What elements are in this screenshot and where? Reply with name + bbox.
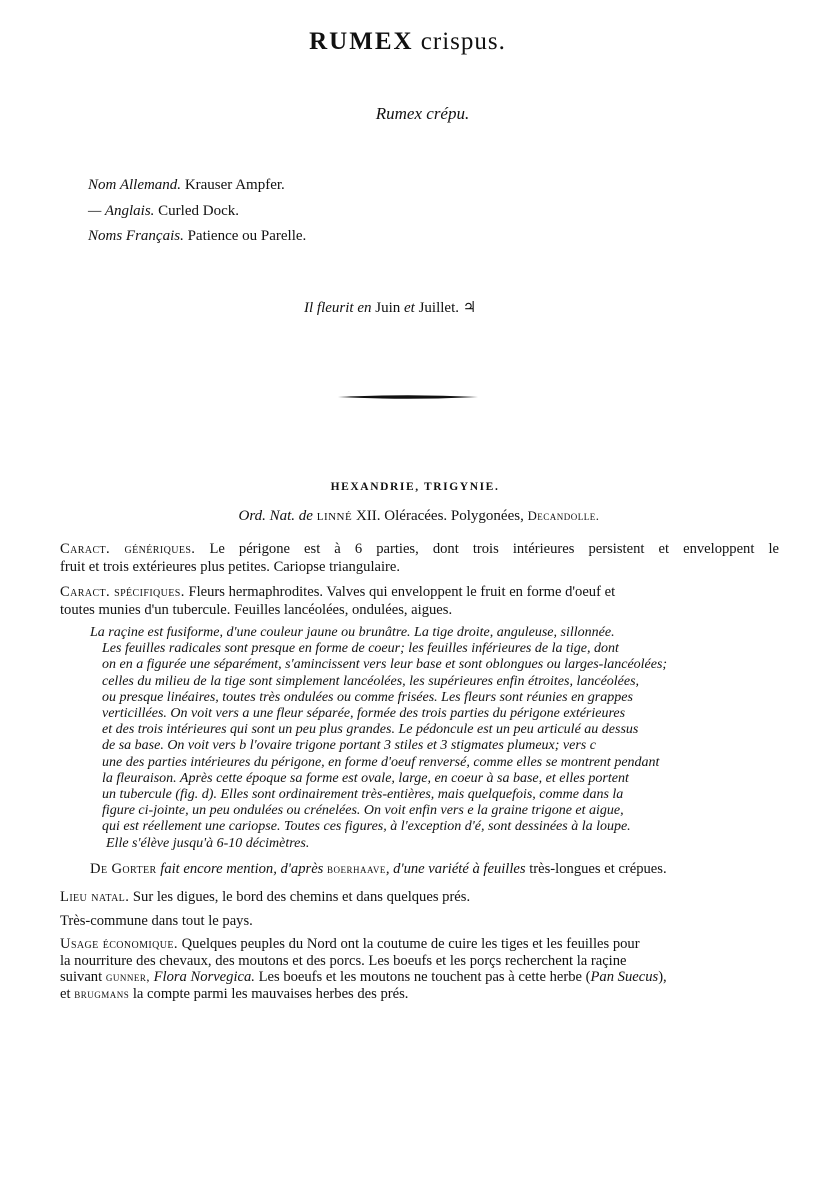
caract-specifiques-label: Caract. spécifiques. (60, 584, 185, 600)
common-name-english (88, 203, 239, 220)
description-paragraph (90, 625, 780, 852)
usage-label: Usage économique. (60, 936, 178, 952)
author-boerhaave: boerhaave (327, 862, 386, 876)
author-brugmans: brugmans (74, 986, 130, 1001)
common-name-french (88, 228, 306, 245)
common-name-value: Patience ou Parelle. (187, 228, 307, 244)
description-line: qui est réellement une cariopse. Toutes ces figures, à l'exception d'é, sont dessinées à la loupe. (102, 819, 631, 835)
ord-nat-prefix: Ord. Nat. de (238, 508, 313, 524)
caract-specifiques (60, 583, 779, 619)
de-gorter-label: De Gorter (90, 861, 157, 877)
caract-specifiques-line: Fleurs hermaphrodites. Valves qui enveloppent le fruit en forme d'oeuf et (188, 584, 616, 600)
author-gunner: gunner, (105, 970, 150, 984)
common-name-value: Curled Dock. (158, 203, 239, 219)
work-flora-norvegica: Flora Norvegica. (153, 969, 255, 985)
de-gorter-text: fait encore mention, d'après (160, 861, 324, 877)
description-line: de sa base. On voit vers b l'ovaire trigone portant 3 stiles et 3 stigmates plumeux; vers c (102, 738, 596, 754)
description-line: figure ci-jointe, un peu ondulées ou crénelées. On voit enfin vers e la graine trigone et aigue, (102, 803, 624, 819)
author-decandolle: Decandolle. (527, 509, 600, 523)
lieu-natal-text: Sur les digues, le bord des chemins et dans quelques prés. (132, 889, 471, 905)
caract-generiques-line: Le périgone est à 6 parties, dont trois intérieures persistent et enveloppent le (209, 541, 780, 557)
flowering-month-2: Juillet. (418, 300, 460, 316)
perennial-symbol: ♃ (462, 300, 477, 316)
common-name-german (88, 177, 285, 194)
flowering-period (304, 298, 476, 317)
frequency-text: Très-commune dans tout le pays. (60, 913, 253, 929)
caract-generiques (60, 540, 779, 576)
usage-line: Quelques peuples du Nord ont la coutume de cuire les tiges et les feuilles pour (181, 936, 640, 952)
common-name-label: Noms Français. (88, 228, 184, 244)
usage-line: la nourriture des chevaux, des moutons et des porcs. Les boeufs et les porçs recherchent la raçine (60, 952, 627, 969)
description-line: la fleuraison. Après cette époque sa forme est ovale, large, en coeur à sa base, et elles portent (102, 770, 629, 786)
de-gorter-text: très-longues et crépues. (529, 861, 667, 877)
de-gorter-text: , d'une variété à feuilles (385, 861, 526, 877)
usage-text: suivant (60, 969, 103, 985)
description-line: un tubercule (fig. d). Elles sont ordinairement très-entières, mais quelquefois, comme dans la (102, 787, 624, 803)
de-gorter-note (90, 860, 780, 878)
description-line: celles du milieu de la tige sont simplement lancéolées, les supérieures enfin étroites, lancéolées, (102, 673, 640, 689)
common-name-label: Nom Allemand. (88, 177, 182, 193)
ornamental-divider (338, 395, 478, 398)
lieu-natal (60, 888, 779, 906)
lieu-natal-label: Lieu natal. (60, 889, 130, 905)
natural-order (0, 508, 815, 525)
description-line: une des parties intérieures du périgone, en forme d'oeuf renversé, comme elles se montrent pendant (102, 754, 660, 770)
description-line: Elle s'élève jusqu'à 6-10 décimètres. (106, 835, 310, 851)
description-line: Les feuilles radicales sont presque en forme de coeur; les feuilles inférieures de la tige, dont (102, 641, 619, 657)
linnaean-classification: HEXANDRIE, TRIGYNIE. (330, 481, 500, 493)
flowering-prefix: Il fleurit (304, 300, 354, 316)
title-genus: RUMEX (309, 28, 414, 55)
description-line: et des trois intérieures qui sont un peu plus grandes. Le pédoncule est un peu articulé au dessus (102, 722, 639, 738)
usage-text: la compte parmi les mauvaises herbes des prés. (132, 985, 409, 1002)
usage-text: Les boeufs et les moutons ne touchent pas à cette herbe ( (258, 969, 591, 985)
flowering-month-1: Juin (375, 300, 401, 316)
usage-economique (60, 936, 779, 1002)
description-line: ou presque linéaires, toutes très ondulées ou comme frisées. Les fleurs sont réunies en grappes (102, 689, 633, 705)
description-line: verticillées. On voit vers a une fleur séparée, formée des trois parties du périgone extérieures (102, 706, 626, 722)
flowering-en: en (357, 300, 372, 316)
usage-text: ), (658, 969, 667, 985)
common-name-value: Krauser Ampfer. (184, 177, 285, 193)
work-pan-suecus: Pan Suecus (590, 969, 659, 985)
description-line: La raçine est fusiforme, d'une couleur jaune ou brunâtre. La tige droite, anguleuse, sillonnée. (90, 625, 615, 640)
french-name: Rumex crépu. (375, 104, 470, 123)
frequency-note (60, 912, 779, 930)
caract-generiques-label: Caract. génériques. (60, 541, 196, 557)
common-name-label: — Anglais. (88, 203, 155, 219)
description-line: on en a figurée une séparément, s'amincissent vers leur base et sont oblongues ou larges-lancéolées; (102, 657, 668, 673)
caract-generiques-line: fruit et trois extérieures plus petites. Cariopse triangulaire. (60, 559, 401, 575)
author-linne: LINNÉ (316, 511, 353, 523)
page-title (0, 28, 815, 56)
caract-specifiques-line: toutes munies d'un tubercule. Feuilles lancéolées, ondulées, aigues. (60, 602, 453, 618)
title-species: crispus. (420, 28, 506, 55)
usage-text: et (60, 985, 71, 1002)
flowering-et: et (404, 300, 415, 316)
ord-nat-text: XII. Oléracées. Polygonées, (355, 508, 524, 524)
